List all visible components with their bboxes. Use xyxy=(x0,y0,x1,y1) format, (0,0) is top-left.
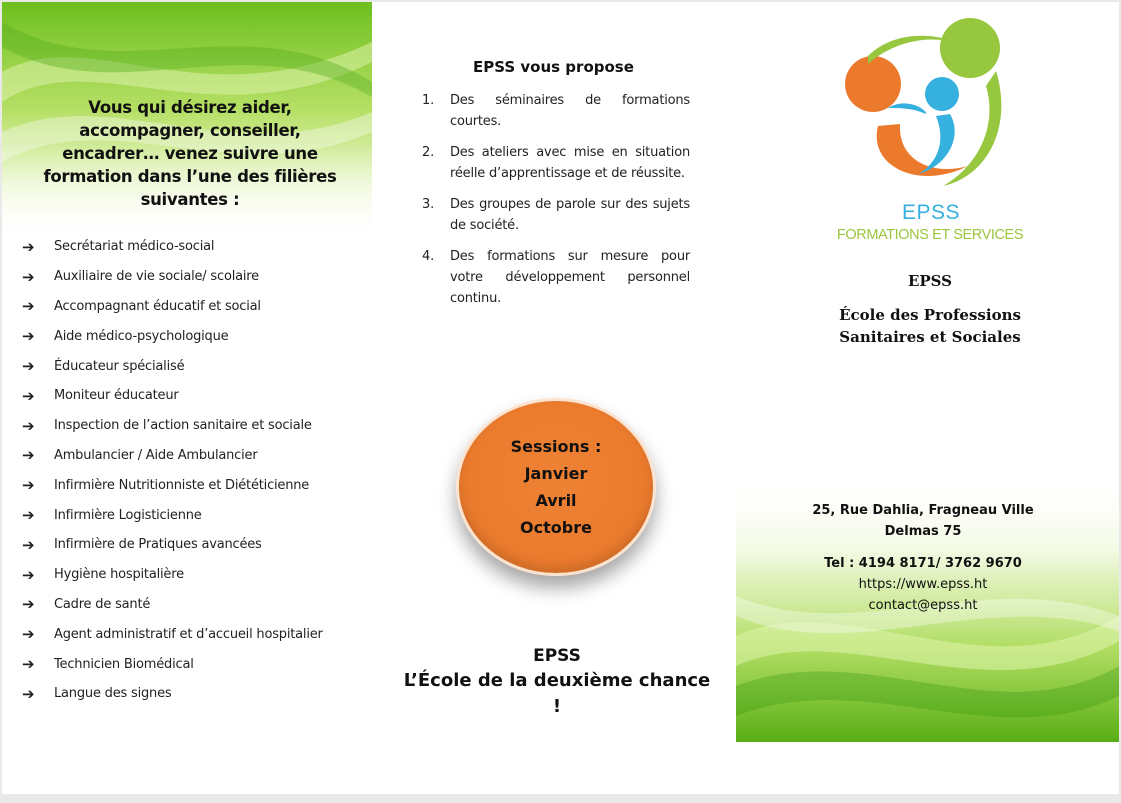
session-month: Janvier xyxy=(524,464,588,483)
school-abbr: EPSS xyxy=(907,272,953,290)
arrow-right-icon: ➔ xyxy=(22,565,35,584)
list-item xyxy=(22,530,323,560)
list-item xyxy=(22,590,323,620)
filiere-label: Secrétariat médico-social xyxy=(54,239,215,255)
arrow-right-icon: ➔ xyxy=(22,446,35,465)
filiere-label: Aide médico-psychologique xyxy=(54,328,229,344)
phone: Tel : 4194 8171/ 3762 9670 xyxy=(824,556,1022,571)
list-item xyxy=(22,441,323,471)
filiere-label: Moniteur éducateur xyxy=(54,388,179,404)
list-item xyxy=(22,351,323,381)
arrow-right-icon: ➔ xyxy=(22,655,35,674)
list-item xyxy=(22,321,323,351)
arrow-right-icon: ➔ xyxy=(22,535,35,554)
arrow-right-icon: ➔ xyxy=(22,357,35,376)
list-number: 2. xyxy=(422,145,435,160)
filiere-label: Cadre de santé xyxy=(54,596,151,612)
list-item xyxy=(22,292,323,322)
list-item xyxy=(422,142,690,184)
list-item xyxy=(22,500,323,530)
arrow-right-icon: ➔ xyxy=(22,237,35,256)
list-item xyxy=(22,470,323,500)
list-item xyxy=(22,560,323,590)
filiere-label: Accompagnant éducatif et social xyxy=(54,298,261,314)
propose-title: EPSS vous propose xyxy=(473,58,634,76)
contact-block xyxy=(800,500,1046,616)
arrow-right-icon: ➔ xyxy=(22,506,35,525)
sessions-circle xyxy=(456,398,656,576)
list-item xyxy=(22,262,323,292)
filiere-label: Infirmière Logisticienne xyxy=(54,507,202,523)
address-line2: Delmas 75 xyxy=(884,524,962,539)
list-item xyxy=(22,679,323,709)
session-month: Octobre xyxy=(520,518,592,537)
proposition-text: Des ateliers avec mise en situation réelle d’apprentissage et de réussite. xyxy=(450,145,690,181)
slogan-abbr: EPSS xyxy=(533,646,581,666)
slogan-text: L’École de la deuxième chance ! xyxy=(403,670,711,717)
list-item xyxy=(22,649,323,679)
list-item xyxy=(422,194,690,236)
school-block xyxy=(820,270,1040,348)
proposition-text: Des groupes de parole sur des sujets de société. xyxy=(450,197,690,233)
address-line1: 25, Rue Dahlia, Fragneau Ville xyxy=(812,503,1034,518)
list-item xyxy=(422,246,690,309)
filiere-label: Éducateur spécialisé xyxy=(54,358,185,374)
filiere-label: Technicien Biomédical xyxy=(54,656,194,672)
arrow-right-icon: ➔ xyxy=(22,386,35,405)
school-name: École des Professions Sanitaires et Sociales xyxy=(839,306,1021,346)
list-item xyxy=(422,90,690,132)
list-item xyxy=(22,232,323,262)
filiere-label: Infirmière Nutritionniste et Diététicienne xyxy=(54,477,310,493)
list-item xyxy=(22,411,323,441)
arrow-right-icon: ➔ xyxy=(22,327,35,346)
list-number: 4. xyxy=(422,249,435,264)
filiere-label: Inspection de l’action sanitaire et sociale xyxy=(54,418,312,434)
arrow-right-icon: ➔ xyxy=(22,267,35,286)
filiere-label: Infirmière de Pratiques avancées xyxy=(54,537,262,553)
logo-text: EPSS xyxy=(901,201,961,224)
filiere-label: Hygiène hospitalière xyxy=(54,567,184,583)
website: https://www.epss.ht xyxy=(858,577,988,592)
list-number: 1. xyxy=(422,93,435,108)
filiere-label: Agent administratif et d’accueil hospitalier xyxy=(54,626,323,642)
session-month: Avril xyxy=(535,491,577,510)
arrow-right-icon: ➔ xyxy=(22,476,35,495)
proposition-text: Des séminaires de formations courtes. xyxy=(450,93,690,129)
arrow-right-icon: ➔ xyxy=(22,625,35,644)
arrow-right-icon: ➔ xyxy=(22,416,35,435)
arrow-right-icon: ➔ xyxy=(22,684,35,703)
sessions-title: Sessions : xyxy=(510,437,602,456)
list-item xyxy=(22,381,323,411)
slogan xyxy=(398,644,716,720)
filiere-label: Ambulancier / Aide Ambulancier xyxy=(54,447,258,463)
filiere-list xyxy=(22,232,323,709)
list-item xyxy=(22,619,323,649)
epss-logo-icon xyxy=(838,16,1018,196)
propose-list xyxy=(422,90,690,319)
proposition-text: Des formations sur mesure pour votre développement personnel continu. xyxy=(450,249,690,306)
filiere-label: Auxiliaire de vie sociale/ scolaire xyxy=(54,269,259,285)
arrow-right-icon: ➔ xyxy=(22,297,35,316)
arrow-right-icon: ➔ xyxy=(22,595,35,614)
list-number: 3. xyxy=(422,197,435,212)
filiere-label: Langue des signes xyxy=(54,686,172,702)
intro-text: Vous qui désirez aider, accompagner, conseiller, encadrer… venez suivre une formation dans l’une des filières suivantes : xyxy=(43,98,337,209)
logo-subtext: FORMATIONS ET SERVICES xyxy=(836,227,1024,243)
email: contact@epss.ht xyxy=(868,598,978,613)
